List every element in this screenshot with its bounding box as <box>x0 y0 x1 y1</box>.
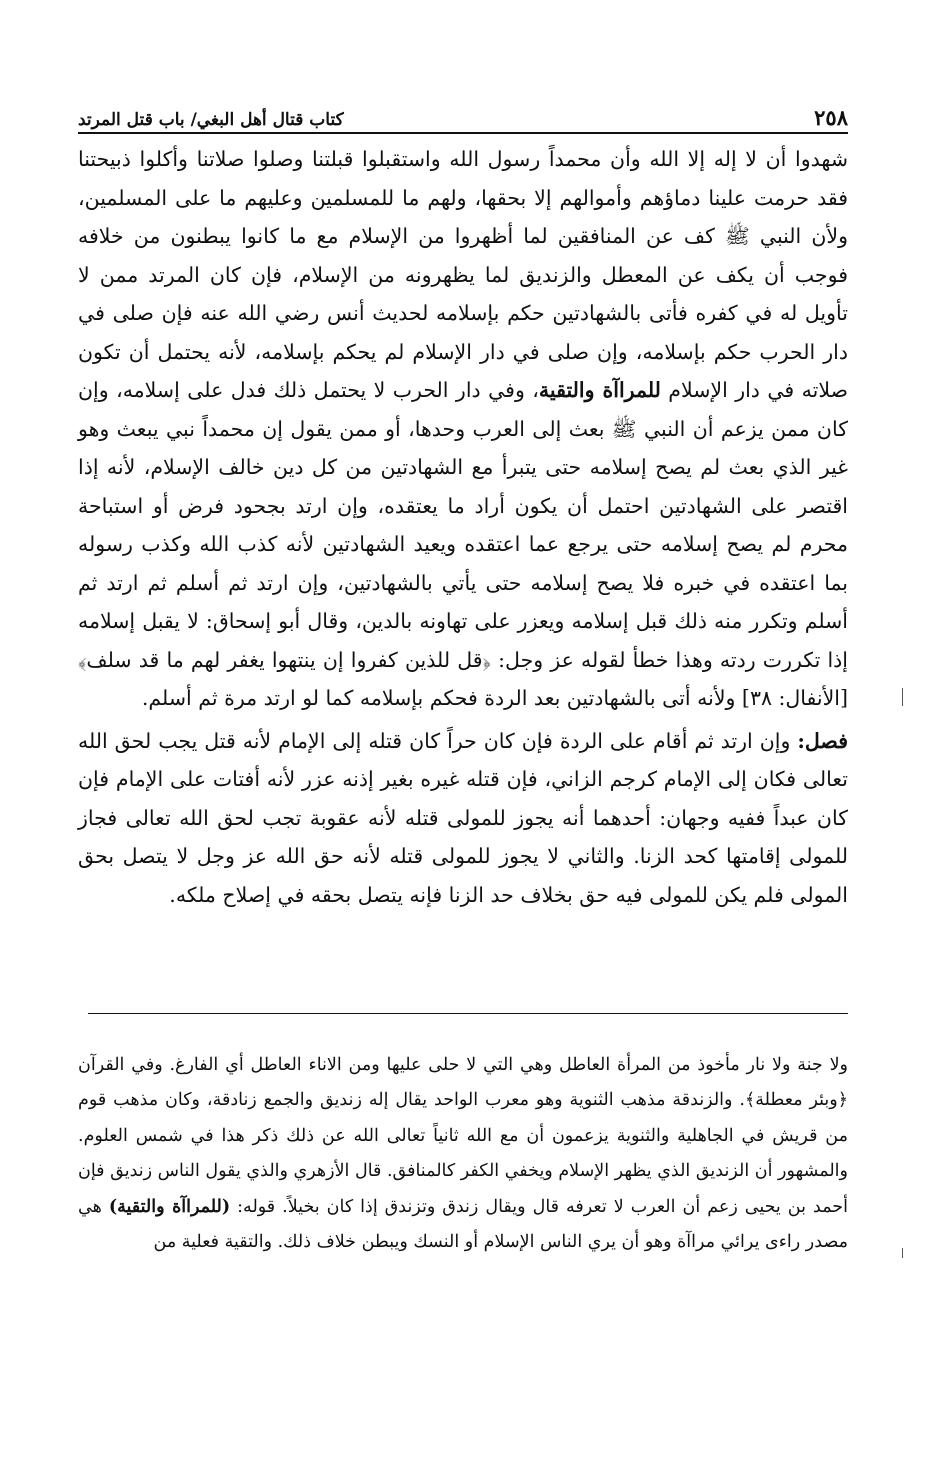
scan-edge-mark <box>902 688 903 706</box>
header-rule <box>78 132 848 134</box>
footnote-part-1: ولا جنة ولا نار مأخوذ من المرأة العاطل وهي التي لا حلى عليها ومن الاناء العاطل أي الفارغ. وفي القرآن ﴿وبئر معطلة﴾. والزندقة مذهب الثنوية وهو معرب الواحد يقال إله زنديق والجمع زنادقة، وكان مذهب قوم من قريش في الجاهلية والثنوية يزعمون أن مع الله ثانياً تعالى الله عن ذلك ذكر هذا في شمس العلوم. والمشهور أن الزنديق الذي يظهر الإسلام ويخفي الكفر كالمنافق. قال الأزهري والذي يقول الناس زنديق فإن أحمد بن يحيى زعم أن العرب لا تعرفه قال ويقال زندق وتزندق إذا كان بخيلاً. قوله: <box>78 1055 848 1217</box>
paragraph-2 <box>78 722 848 915</box>
footnote-paragraph <box>78 1048 848 1260</box>
footnote-separator <box>88 1013 848 1014</box>
page-header <box>78 90 848 130</box>
fasl-label: فصل: <box>797 728 848 753</box>
paragraph-1-part-1: شهدوا أن لا إله إلا الله وأن محمداً رسول الله واستقبلوا قبلتنا وصلوا صلاتنا وأكلوا ذبيحتنا فقد حرمت علينا دماؤهم وأموالهم إلا بحقها، ولهم ما للمسلمين وعليهم ما على المسلمين، ولأن النبي ﷺ كف عن المنافقين لما أظهروا من الإسلام مع ما كانوا يبطنون من خلافه فوجب أن يكف عن المعطل والزنديق لما يظهرونه من الإسلام، فإن كان المرتد ممن لا تأويل له في كفره فأتى بالشهادتين حكم بإسلامه لحديث أنس رضي الله عنه فإن صلى في دار الحرب حكم بإسلامه، وإن صلى في دار الإسلام لم يحكم بإسلامه، لأنه يحتمل أن تكون صلاته في دار الإسلام <box>78 147 848 402</box>
paragraph-1-part-2: ، وفي دار الحرب لا يحتمل ذلك فدل على إسلامه، وإن كان ممن يزعم أن النبي ﷺ بعث إلى العرب وحدها، أو ممن يقول إن محمداً نبي يبعث وهو غير الذي بعث لم يصح إسلامه حتى يتبرأ مع الشهادتين من كل دين خالف الإسلام، لأنه إذا اقتصر على الشهادتين احتمل أن يكون أراد ما يعتقده، وإن ارتد بجحود فرض أو استباحة محرم لم يصح إسلامه حتى يرجع عما اعتقده ويعيد الشهادتين لأنه كذب الله وكذب رسوله بما اعتقده في خبره فلا يصح إسلامه حتى يأتي بالشهادتين، وإن ارتد ثم أسلم ثم ارتد ثم أسلم وتكرر منه ذلك قبل إسلامه ويعزر على تهاونه بالدين، وقال أبو إسحاق: لا يقبل إسلامه إذا تكررت ردته وهذا خطأ لقوله عز وجل: ﴿قل للذين كفروا إن ينتهوا يغفر لهم ما قد سلف﴾ [الأنفال: ٣٨] ولأنه أتى بالشهادتين بعد الردة فحكم بإسلامه كما لو ارتد مرة ثم أسلم. <box>78 378 848 710</box>
running-title: كتاب قتال أهل البغي/ باب قتل المرتد <box>78 110 344 130</box>
paragraph-2-text: وإن ارتد ثم أقام على الردة فإن كان حراً كان قتله إلى الإمام لأنه قتل يجب لحق الله تعالى فكان إلى الإمام كرجم الزاني، فإن قتله غيره بغير إذنه عزر لأنه أفتات على الإمام فإن كان عبداً ففيه وجهان: أحدهما أنه يجوز للمولى قتله لأنه عقوبة تجب لحق الله تعالى فجاز للمولى إقامتها كحد الزنا. والثاني لا يجوز للمولى قتله لأنه حق الله عز وجل لا يتصل بحق المولى فلم يكن للمولى فيه حق بخلاف حد الزنا فإنه يتصل بحقه في إصلاح ملكه. <box>78 728 848 907</box>
page-number: ٢٥٨ <box>814 105 848 130</box>
footnote-part-2: هي مصدر راءى يرائي مراآة وهو أن يري الناس الإسلام أو النسك ويبطن خلاف ذلك. والتقية فعلية من <box>78 1196 848 1253</box>
paragraph-1 <box>78 140 848 718</box>
footnotes <box>78 1048 848 1260</box>
main-text <box>78 140 848 914</box>
scan-edge-mark <box>902 1248 903 1258</box>
footnote-bold-term: (للمراآة والتقية) <box>108 1196 231 1217</box>
bold-term-muraah: للمراآة والتقية <box>538 378 661 402</box>
